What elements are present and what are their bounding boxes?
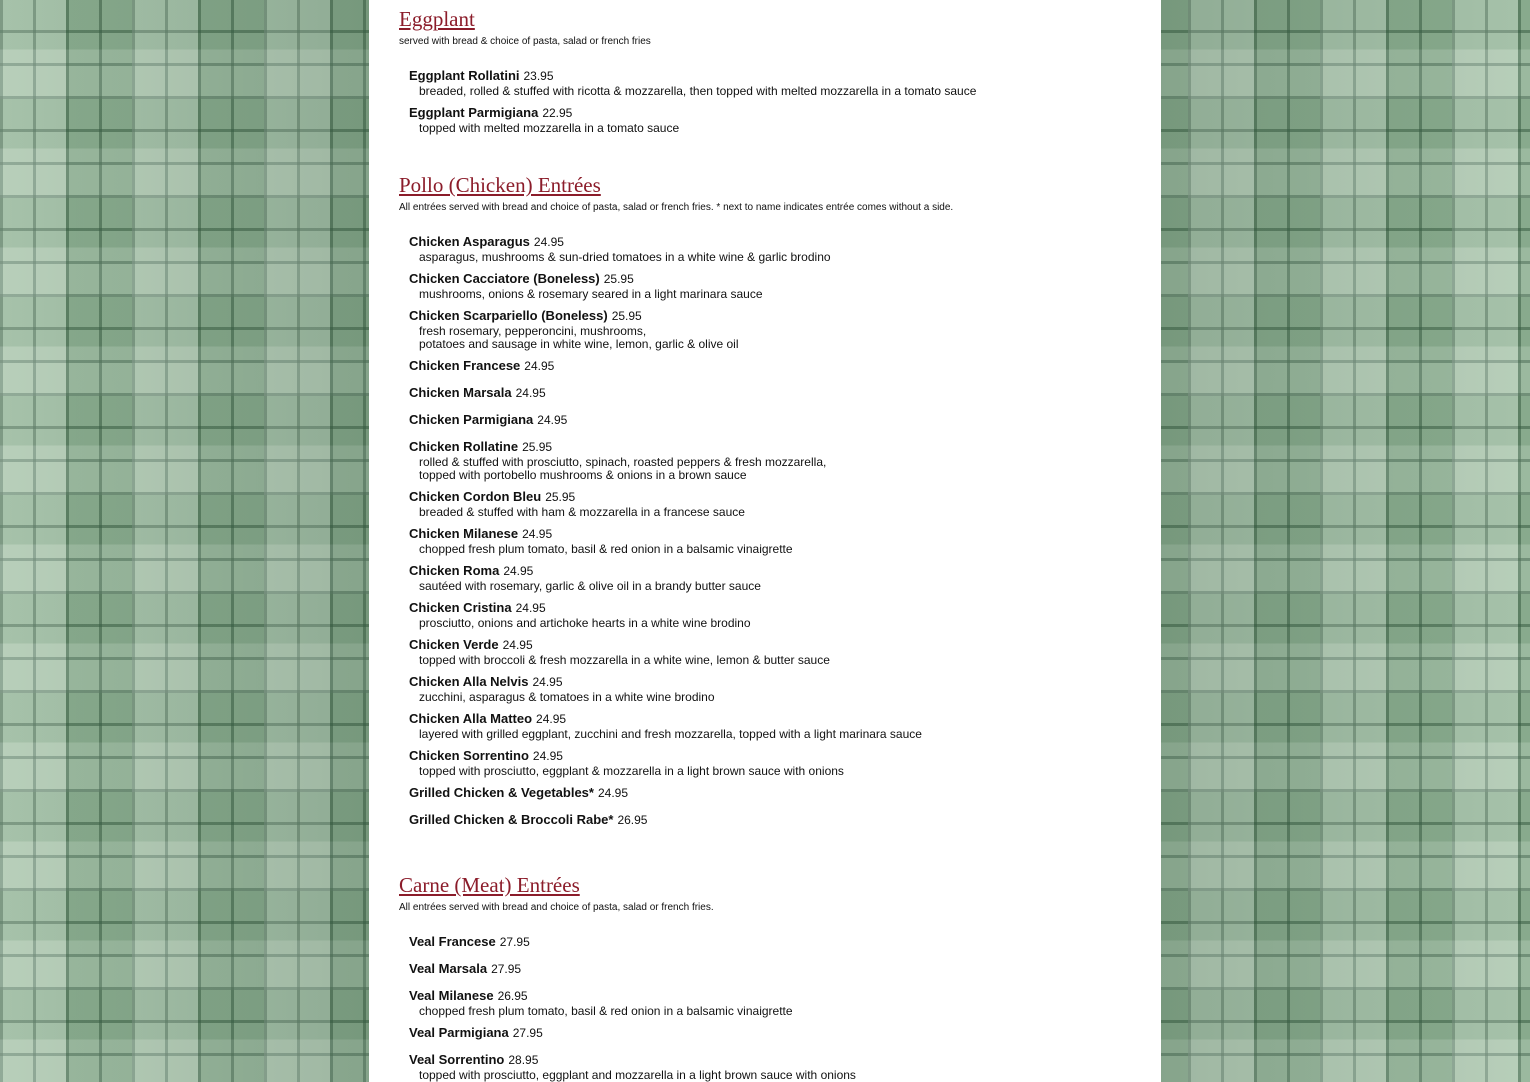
- menu-item-price: 24.95: [537, 413, 568, 427]
- section-note: All entrées served with bread and choice of pasta, salad or french fries. * next to name indicates entrée comes without a side.: [399, 202, 954, 213]
- menu-item-price: 24.95: [515, 386, 546, 400]
- menu-item-header: [409, 934, 1139, 950]
- menu-item-name: Chicken Asparagus: [409, 234, 530, 249]
- menu-item-header: [409, 385, 1139, 401]
- menu-item-header: [409, 68, 1139, 84]
- menu-item: [409, 358, 1139, 374]
- menu-item: [409, 526, 1139, 555]
- menu-item-description: chopped fresh plum tomato, basil & red onion in a balsamic vinaigrette: [419, 1004, 793, 1018]
- menu-item: [409, 988, 1139, 1017]
- menu-item-price: 24.95: [522, 527, 553, 541]
- menu-item-header: [409, 526, 1139, 542]
- menu-item-header: [409, 711, 1139, 727]
- menu-section: [399, 172, 1139, 839]
- menu-item-description: topped with melted mozzarella in a tomato sauce: [419, 121, 680, 135]
- menu-item-list: [399, 934, 1139, 1081]
- menu-item-price: 25.95: [603, 272, 634, 286]
- menu-item-description: zucchini, asparagus & tomatoes in a white wine brodino: [419, 690, 715, 704]
- menu-item-price: 24.95: [532, 675, 563, 689]
- menu-item-name: Veal Francese: [409, 934, 496, 949]
- menu-item-name: Eggplant Parmigiana: [409, 105, 539, 120]
- menu-item-description: topped with broccoli & fresh mozzarella in a white wine, lemon & butter sauce: [419, 653, 830, 667]
- menu-item-name: Chicken Rollatine: [409, 439, 519, 454]
- menu-item-header: [409, 1025, 1139, 1041]
- menu-item-description: topped with prosciutto, eggplant and mozzarella in a light brown sauce with onions: [419, 1068, 856, 1082]
- menu-item-list: [399, 234, 1139, 828]
- menu-item-name: Chicken Verde: [409, 637, 499, 652]
- menu-item-name: Chicken Cacciatore (Boneless): [409, 271, 600, 286]
- menu-item: [409, 308, 1139, 350]
- menu-item-name: Chicken Parmigiana: [409, 412, 534, 427]
- menu-item-price: 25.95: [522, 440, 553, 454]
- menu-item-name: Chicken Cordon Bleu: [409, 489, 542, 504]
- menu-item-header: [409, 439, 1139, 455]
- menu-item-header: [409, 271, 1139, 287]
- menu-item-price: 27.95: [512, 1026, 543, 1040]
- menu-item-name: Eggplant Rollatini: [409, 68, 520, 83]
- menu-item: [409, 412, 1139, 428]
- menu-item-name: Veal Parmigiana: [409, 1025, 509, 1040]
- menu-item-name: Chicken Cristina: [409, 600, 512, 615]
- menu-item-price: 24.95: [503, 564, 534, 578]
- menu-item-price: 27.95: [491, 962, 522, 976]
- menu-item: [409, 711, 1139, 740]
- menu-item: [409, 748, 1139, 777]
- section-note: served with bread & choice of pasta, salad or french fries: [399, 36, 651, 47]
- menu-item-price: 26.95: [497, 989, 528, 1003]
- menu-item-header: [409, 600, 1139, 616]
- menu-item-price: 24.95: [532, 749, 563, 763]
- menu-item: [409, 785, 1139, 801]
- menu-item: [409, 600, 1139, 629]
- menu-item-description: fresh rosemary, pepperoncini, mushrooms,: [419, 324, 647, 338]
- menu-item: [409, 563, 1139, 592]
- menu-item-description: chopped fresh plum tomato, basil & red onion in a balsamic vinaigrette: [419, 542, 793, 556]
- menu-item-price: 27.95: [499, 935, 530, 949]
- menu-item-description: topped with portobello mushrooms & onions in a brown sauce: [419, 468, 747, 482]
- section-note: All entrées served with bread and choice of pasta, salad or french fries.: [399, 902, 714, 913]
- menu-item-name: Chicken Scarpariello (Boneless): [409, 308, 608, 323]
- menu-item-name: Grilled Chicken & Vegetables*: [409, 785, 594, 800]
- section-title[interactable]: Pollo (Chicken) Entrées: [399, 173, 601, 197]
- menu-item-name: Veal Milanese: [409, 988, 494, 1003]
- menu-item-header: [409, 234, 1139, 250]
- menu-item: [409, 385, 1139, 401]
- menu-item: [409, 68, 1139, 97]
- menu-item-name: Chicken Milanese: [409, 526, 519, 541]
- menu-item-list: [399, 68, 1139, 134]
- menu-item-header: [409, 748, 1139, 764]
- menu-item-price: 24.95: [502, 638, 533, 652]
- menu-item-description: layered with grilled eggplant, zucchini and fresh mozzarella, topped with a light marinara sauce: [419, 727, 922, 741]
- menu-item-header: [409, 785, 1139, 801]
- menu-item-header: [409, 105, 1139, 121]
- menu-item-header: [409, 674, 1139, 690]
- background-left: [0, 0, 369, 1082]
- menu-item-price: 24.95: [524, 359, 555, 373]
- menu-item: [409, 674, 1139, 703]
- menu-item-description: sautéed with rosemary, garlic & olive oil in a brandy butter sauce: [419, 579, 761, 593]
- menu-item-price: 24.95: [515, 601, 546, 615]
- background-right: [1161, 0, 1530, 1082]
- menu-item-header: [409, 961, 1139, 977]
- menu-item-description: prosciutto, onions and artichoke hearts in a white wine brodino: [419, 616, 751, 630]
- menu-item-price: 25.95: [611, 309, 642, 323]
- menu-item-header: [409, 812, 1139, 828]
- menu-item-name: Grilled Chicken & Broccoli Rabe*: [409, 812, 614, 827]
- menu-item-name: Chicken Marsala: [409, 385, 512, 400]
- menu-item-header: [409, 988, 1139, 1004]
- menu-section: [399, 6, 1139, 142]
- menu-item-name: Chicken Sorrentino: [409, 748, 529, 763]
- menu-item-price: 24.95: [597, 786, 628, 800]
- menu-item-description: breaded, rolled & stuffed with ricotta & mozzarella, then topped with melted mozzarella in a tomato sauce: [419, 84, 977, 98]
- menu-item-header: [409, 563, 1139, 579]
- menu-item-description: asparagus, mushrooms & sun-dried tomatoes in a white wine & garlic brodino: [419, 250, 831, 264]
- menu-item-price: 25.95: [545, 490, 576, 504]
- menu-item-price: 24.95: [533, 235, 564, 249]
- menu-item-description: breaded & stuffed with ham & mozzarella in a francese sauce: [419, 505, 745, 519]
- menu-item: [409, 934, 1139, 950]
- menu-item: [409, 1052, 1139, 1081]
- menu-panel: [369, 0, 1161, 1082]
- menu-item: [409, 961, 1139, 977]
- menu-item-price: 23.95: [523, 69, 554, 83]
- menu-item-price: 22.95: [542, 106, 573, 120]
- menu-item-header: [409, 1052, 1139, 1068]
- menu-item: [409, 105, 1139, 134]
- menu-item-header: [409, 637, 1139, 653]
- menu-item-name: Chicken Alla Matteo: [409, 711, 533, 726]
- menu-item: [409, 439, 1139, 481]
- menu-item-header: [409, 358, 1139, 374]
- menu-item-name: Veal Sorrentino: [409, 1052, 505, 1067]
- menu-item: [409, 489, 1139, 518]
- menu-item-header: [409, 412, 1139, 428]
- menu-item: [409, 271, 1139, 300]
- menu-item: [409, 812, 1139, 828]
- menu-item-name: Chicken Roma: [409, 563, 500, 578]
- menu-item-price: 28.95: [508, 1053, 539, 1067]
- menu-item-description: mushrooms, onions & rosemary seared in a light marinara sauce: [419, 287, 763, 301]
- menu-item-description: topped with prosciutto, eggplant & mozzarella in a light brown sauce with onions: [419, 764, 844, 778]
- menu-item: [409, 1025, 1139, 1041]
- menu-item-price: 26.95: [617, 813, 648, 827]
- section-title[interactable]: Eggplant: [399, 7, 475, 31]
- menu-item: [409, 234, 1139, 263]
- menu-item-name: Chicken Alla Nelvis: [409, 674, 529, 689]
- menu-item-description: potatoes and sausage in white wine, lemon, garlic & olive oil: [419, 337, 739, 351]
- menu-item-price: 24.95: [536, 712, 567, 726]
- section-title[interactable]: Carne (Meat) Entrées: [399, 873, 580, 897]
- menu-section: [399, 872, 1139, 1082]
- menu-item-description: rolled & stuffed with prosciutto, spinach, roasted peppers & fresh mozzarella,: [419, 455, 827, 469]
- menu-item-header: [409, 489, 1139, 505]
- menu-item-name: Chicken Francese: [409, 358, 521, 373]
- menu-item-name: Veal Marsala: [409, 961, 488, 976]
- menu-item-header: [409, 308, 1139, 324]
- menu-item: [409, 637, 1139, 666]
